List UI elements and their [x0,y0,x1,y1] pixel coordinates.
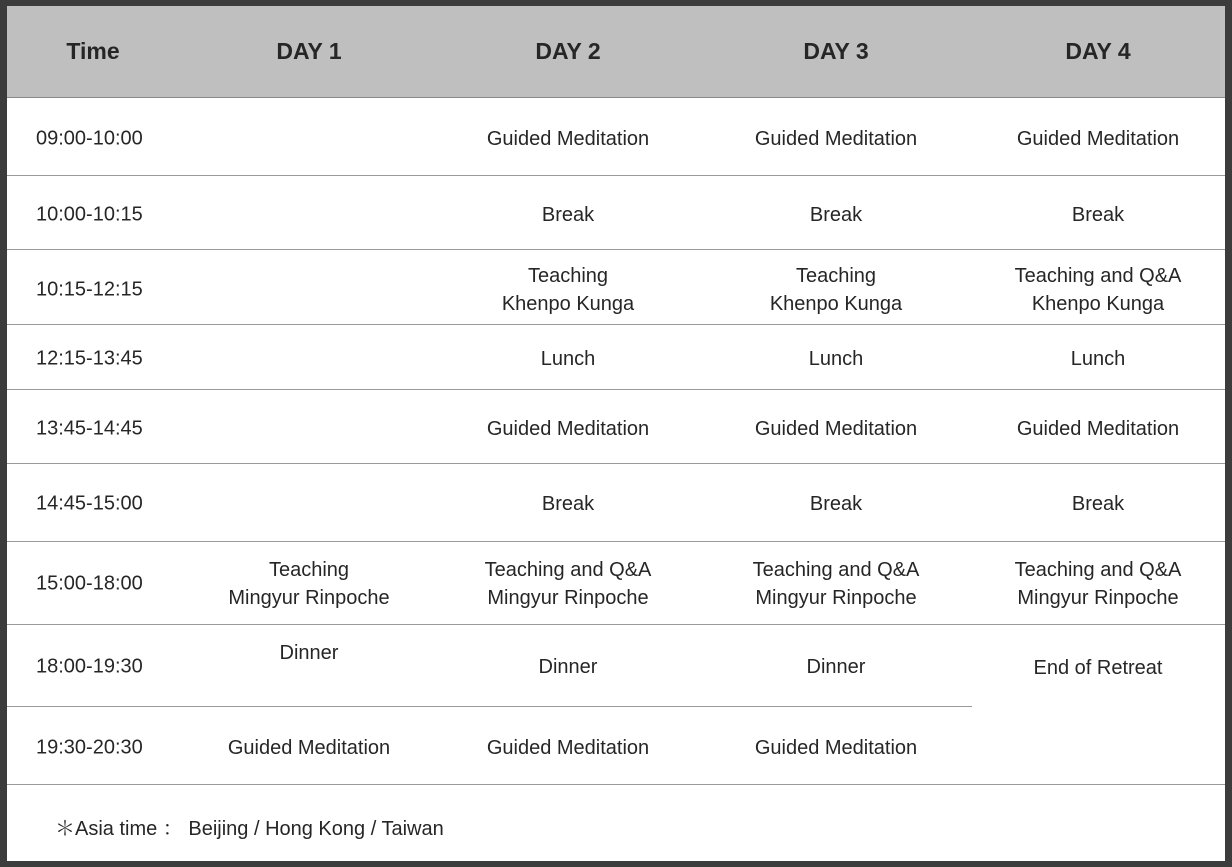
schedule-cell [485,556,652,612]
row-divider [7,463,1225,464]
schedule-cell: Guided Meditation [486,418,650,440]
schedule-cell: Guided Meditation [486,737,650,759]
session-title: Teaching and Q&A [484,559,652,581]
schedule-cell: Dinner [806,656,866,678]
time-cell: 10:00-10:15 [36,203,143,226]
row-divider [7,175,1225,176]
schedule-cell: Dinner [538,656,598,678]
schedule-cell: End of Retreat [1033,657,1163,679]
session-teacher: Khenpo Kunga [501,293,635,315]
session-title: Teaching and Q&A [752,559,920,581]
time-cell: 15:00-18:00 [36,572,143,595]
time-cell: 19:30-20:30 [36,736,143,759]
header-day3: DAY 3 [803,38,869,64]
table-header [7,6,1225,98]
schedule-cell: Break [809,204,863,226]
time-cell: 10:15-12:15 [36,278,143,301]
timezone-footnote: ＊Asia time ： Beijing / Hong Kong / Taiwan [55,818,444,840]
session-teacher: Mingyur Rinpoche [228,587,390,609]
session-title: Teaching [268,559,350,581]
row-divider [7,541,1225,542]
schedule-cell: Guided Meditation [1016,418,1180,440]
row-divider [7,784,1225,785]
schedule-cell: Break [541,204,595,226]
schedule-cell: Break [541,493,595,515]
session-title: Teaching and Q&A [1014,265,1182,287]
schedule-cell [1015,556,1182,612]
schedule-cell: Break [1071,493,1125,515]
schedule-cell [228,556,389,612]
schedule-cell [770,262,902,318]
schedule-cell: Guided Meditation [754,737,918,759]
session-title: Teaching [795,265,877,287]
session-teacher: Mingyur Rinpoche [1017,587,1179,609]
time-cell: 14:45-15:00 [36,492,143,515]
row-divider [7,249,1225,250]
schedule-cell: Lunch [1070,348,1126,370]
schedule-cell: Guided Meditation [486,128,650,150]
row-divider [7,389,1225,390]
session-title: Teaching and Q&A [1014,559,1182,581]
schedule-cell: Dinner [279,642,339,664]
schedule-cell [753,556,920,612]
schedule-cell: Lunch [808,348,864,370]
header-day4: DAY 4 [1065,38,1131,64]
session-title: Teaching [527,265,609,287]
session-teacher: Khenpo Kunga [769,293,903,315]
time-cell: 12:15-13:45 [36,347,143,370]
time-cell: 18:00-19:30 [36,655,143,678]
row-divider [7,706,972,707]
session-teacher: Khenpo Kunga [1031,293,1165,315]
time-cell: 13:45-14:45 [36,417,143,440]
schedule-cell [1015,262,1182,318]
header-time: Time [66,38,120,64]
time-cell: 09:00-10:00 [36,127,143,150]
schedule-cell: Break [809,493,863,515]
schedule-cell: Break [1071,204,1125,226]
schedule-cell: Guided Meditation [227,737,391,759]
row-divider [7,624,1225,625]
session-teacher: Mingyur Rinpoche [755,587,917,609]
row-divider [7,324,1225,325]
session-teacher: Mingyur Rinpoche [487,587,649,609]
schedule-sheet [7,6,1225,861]
schedule-cell: Lunch [540,348,596,370]
header-day2: DAY 2 [535,38,601,64]
schedule-cell: Guided Meditation [754,128,918,150]
schedule-cell: Guided Meditation [1016,128,1180,150]
schedule-cell: Guided Meditation [754,418,918,440]
header-day1: DAY 1 [276,38,342,64]
schedule-cell [502,262,634,318]
